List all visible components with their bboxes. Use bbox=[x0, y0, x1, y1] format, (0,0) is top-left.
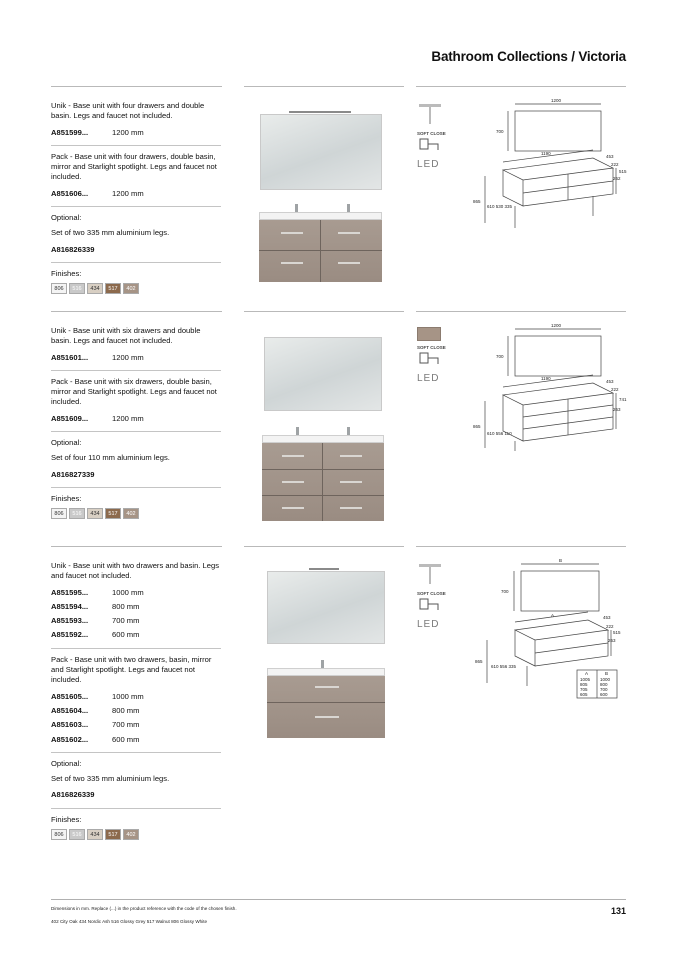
dim-label: 262 bbox=[613, 176, 621, 181]
product-code: A851599... bbox=[51, 127, 89, 137]
cabinet bbox=[262, 443, 384, 521]
spotlight bbox=[289, 111, 351, 113]
product-code: A851603... bbox=[51, 720, 89, 730]
dim-table-cell: 1005 bbox=[580, 677, 591, 682]
soft-close-label: SOFT CLOSE bbox=[417, 591, 446, 596]
finish-swatch: 434 bbox=[87, 508, 103, 519]
optional-code: A816826339 bbox=[51, 790, 95, 800]
dim-table-cell: 805 bbox=[580, 682, 588, 687]
code-row bbox=[51, 353, 221, 363]
product-size: 1000 mm bbox=[112, 691, 144, 701]
finish-swatch: 517 bbox=[105, 829, 121, 840]
dim-table-header: B bbox=[605, 671, 609, 676]
optional-description: Set of four 110 mm aluminium legs. bbox=[51, 453, 170, 463]
handle bbox=[315, 716, 339, 718]
divider bbox=[51, 431, 221, 432]
dim-table-header: A bbox=[585, 671, 589, 676]
dimension-diagram bbox=[463, 98, 628, 238]
dim-label: 700 bbox=[496, 354, 504, 359]
finish-swatches bbox=[51, 829, 221, 840]
basin bbox=[259, 212, 382, 220]
dim-table-cell: 605 bbox=[580, 692, 588, 697]
product-size: 1200 mm bbox=[112, 413, 144, 423]
dim-label: 741 bbox=[619, 397, 627, 402]
finish-swatch: 806 bbox=[51, 829, 67, 840]
dim-label: 1190 bbox=[541, 376, 551, 381]
dim-label: 1200 bbox=[551, 323, 562, 328]
optional-code: A816826339 bbox=[51, 244, 95, 254]
dim-table-cell: 705 bbox=[580, 687, 588, 692]
dim-label: B bbox=[559, 558, 563, 563]
footer-rule bbox=[51, 899, 626, 900]
section-rule bbox=[51, 311, 222, 312]
pack-description: Pack - Base unit with six drawers, double basin, mirror and Starlight spotlight. Legs and faucet not included. bbox=[51, 376, 217, 407]
product-code: A851595... bbox=[51, 587, 89, 597]
led-label: LED bbox=[417, 373, 440, 384]
page-number: 131 bbox=[610, 906, 626, 916]
dim-label: 263 bbox=[613, 407, 621, 412]
handle bbox=[338, 262, 360, 264]
mirror bbox=[264, 337, 382, 411]
dim-label: 515 bbox=[619, 169, 627, 174]
dim-label: 610 556 110 bbox=[487, 431, 512, 436]
finish-swatch: 517 bbox=[105, 508, 121, 519]
soft-close-icon bbox=[417, 136, 443, 154]
product-size: 700 mm bbox=[112, 616, 140, 626]
soft-close-label: SOFT CLOSE bbox=[417, 131, 446, 136]
code-row bbox=[51, 720, 221, 730]
unik-description: Unik - Base unit with two drawers and basin. Legs and faucet not included. bbox=[51, 561, 219, 581]
finish-swatches bbox=[51, 508, 221, 519]
basin bbox=[262, 435, 384, 443]
handle bbox=[282, 507, 304, 509]
drawer-line bbox=[322, 443, 323, 521]
dim-label: A bbox=[551, 613, 555, 618]
product-size: 1000 mm bbox=[112, 587, 144, 597]
finishes-label: Finishes: bbox=[51, 268, 82, 278]
product-info bbox=[51, 561, 221, 840]
finish-swatch: 806 bbox=[51, 283, 67, 294]
section-rule bbox=[416, 86, 626, 87]
divider bbox=[51, 752, 221, 753]
finish-swatch: 402 bbox=[123, 829, 139, 840]
finish-swatch: 516 bbox=[69, 829, 85, 840]
dim-label: 515 bbox=[613, 630, 621, 635]
dim-label: 865 bbox=[473, 199, 481, 204]
feature-icons bbox=[417, 327, 447, 384]
finish-swatch: 806 bbox=[51, 508, 67, 519]
spotlight-icon bbox=[417, 102, 443, 126]
product-code: A851601... bbox=[51, 352, 89, 362]
spotlight-icon bbox=[417, 562, 443, 586]
code-row bbox=[51, 602, 221, 612]
spotlight bbox=[309, 568, 339, 570]
dim-label: 865 bbox=[473, 424, 481, 429]
finish-swatch: 434 bbox=[87, 283, 103, 294]
handle bbox=[338, 232, 360, 234]
section-rule bbox=[416, 311, 626, 312]
optional-label: Optional: bbox=[51, 758, 82, 768]
feature-icons bbox=[417, 562, 447, 630]
optional-code: A816827339 bbox=[51, 469, 95, 479]
dim-label: 700 bbox=[501, 589, 509, 594]
mirror bbox=[267, 571, 385, 644]
product-photo bbox=[263, 568, 388, 753]
optional-label: Optional: bbox=[51, 438, 82, 448]
finish-swatch: 517 bbox=[105, 283, 121, 294]
finish-swatches bbox=[51, 283, 221, 294]
finishes-label: Finishes: bbox=[51, 814, 82, 824]
section-rule bbox=[416, 546, 626, 547]
dim-table-cell: 600 bbox=[600, 692, 608, 697]
code-row bbox=[51, 189, 221, 199]
product-photo bbox=[256, 108, 381, 283]
led-label: LED bbox=[417, 159, 440, 170]
code-row bbox=[51, 630, 221, 640]
dim-label: 1190 bbox=[541, 151, 551, 156]
product-size: 600 mm bbox=[112, 630, 140, 640]
dim-label: 453 bbox=[606, 379, 614, 384]
pack-description: Pack - Base unit with two drawers, basin, mirror and Starlight spotlight. Legs and faucet not included. bbox=[51, 654, 212, 685]
optional-label: Optional: bbox=[51, 213, 82, 223]
dim-label: 453 bbox=[603, 615, 611, 620]
section-rule bbox=[244, 311, 404, 312]
optional-description: Set of two 335 mm aluminium legs. bbox=[51, 774, 170, 784]
basin bbox=[267, 668, 385, 676]
dim-label: 1200 bbox=[551, 98, 562, 103]
product-size: 600 mm bbox=[112, 734, 140, 744]
divider bbox=[51, 487, 221, 488]
dim-table-cell: 700 bbox=[600, 687, 608, 692]
divider bbox=[51, 262, 221, 263]
optional-description: Set of two 335 mm aluminium legs. bbox=[51, 228, 170, 238]
section-rule bbox=[51, 86, 222, 87]
page-title: Bathroom Collections / Victoria bbox=[431, 49, 626, 64]
dim-table-cell: 800 bbox=[600, 682, 608, 687]
divider bbox=[51, 145, 221, 146]
dim-label: 453 bbox=[606, 154, 614, 159]
feature-icons bbox=[417, 102, 447, 170]
soft-close-icon bbox=[417, 596, 443, 614]
handle bbox=[315, 686, 339, 688]
handle bbox=[281, 232, 303, 234]
product-size: 1200 mm bbox=[112, 352, 144, 362]
handle bbox=[281, 262, 303, 264]
product-code: A851604... bbox=[51, 705, 89, 715]
code-row bbox=[51, 128, 221, 138]
finishes-label: Finishes: bbox=[51, 493, 82, 503]
section-rule bbox=[244, 546, 404, 547]
dimension-diagram bbox=[463, 558, 628, 708]
product-info bbox=[51, 326, 221, 519]
product-size: 700 mm bbox=[112, 720, 140, 730]
finish-swatch: 402 bbox=[123, 283, 139, 294]
product-code: A851593... bbox=[51, 616, 89, 626]
cabinet-thumb-icon bbox=[417, 327, 441, 341]
product-code: A851609... bbox=[51, 413, 89, 423]
dim-label: 222 bbox=[611, 162, 619, 167]
pack-description: Pack - Base unit with four drawers, double basin, mirror and Starlight spotlight. Legs and faucet not included. bbox=[51, 151, 217, 182]
handle bbox=[282, 455, 304, 457]
footer-note: Dimensions in mm. Replace (...) in the product reference with the code of the chosen finish. bbox=[51, 906, 237, 911]
code-row bbox=[51, 616, 221, 626]
product-size: 1200 mm bbox=[112, 127, 144, 137]
finish-swatch: 434 bbox=[87, 829, 103, 840]
dimension-diagram bbox=[463, 323, 628, 463]
dim-label: 263 bbox=[608, 638, 616, 643]
section-rule bbox=[51, 546, 222, 547]
divider bbox=[51, 808, 221, 809]
handle bbox=[340, 507, 362, 509]
divider bbox=[51, 206, 221, 207]
product-info bbox=[51, 101, 221, 294]
product-size: 800 mm bbox=[112, 601, 140, 611]
mirror bbox=[260, 114, 382, 190]
unik-description: Unik - Base unit with four drawers and double basin. Legs and faucet not included. bbox=[51, 101, 205, 121]
handle bbox=[340, 481, 362, 483]
product-code: A851594... bbox=[51, 601, 89, 611]
product-code: A851602... bbox=[51, 734, 89, 744]
handle bbox=[340, 455, 362, 457]
handle bbox=[282, 481, 304, 483]
product-code: A851592... bbox=[51, 630, 89, 640]
led-label: LED bbox=[417, 619, 440, 630]
code-row bbox=[51, 414, 221, 424]
dim-label: 610 556 335 bbox=[491, 664, 517, 669]
product-code: A851605... bbox=[51, 691, 89, 701]
drawer-line bbox=[320, 220, 321, 282]
product-photo bbox=[256, 335, 381, 520]
unik-description: Unik - Base unit with six drawers and double basin. Legs and faucet not included. bbox=[51, 326, 201, 346]
drawer-line bbox=[262, 469, 384, 470]
dim-label: 700 bbox=[496, 129, 504, 134]
section-rule bbox=[244, 86, 404, 87]
drawer-line bbox=[267, 702, 385, 703]
soft-close-label: SOFT CLOSE bbox=[417, 345, 446, 350]
product-code: A851606... bbox=[51, 188, 89, 198]
code-row bbox=[51, 588, 221, 598]
code-row bbox=[51, 692, 221, 702]
dim-table-cell: 1000 bbox=[600, 677, 611, 682]
code-row bbox=[51, 735, 221, 745]
finish-swatch: 402 bbox=[123, 508, 139, 519]
soft-close-icon bbox=[417, 350, 443, 368]
footer-finish-legend: 402 City Oak 434 Nordic Ash 516 Glossy Grey 517 Walnut 806 Glossy White bbox=[51, 919, 208, 924]
dim-label: 222 bbox=[611, 387, 619, 392]
divider bbox=[51, 370, 221, 371]
dim-label: 865 bbox=[475, 659, 483, 664]
product-size: 1200 mm bbox=[112, 188, 144, 198]
dim-label: 222 bbox=[606, 624, 614, 629]
finish-swatch: 516 bbox=[69, 283, 85, 294]
code-row bbox=[51, 706, 221, 716]
divider bbox=[51, 648, 221, 649]
drawer-line bbox=[262, 495, 384, 496]
finish-swatch: 516 bbox=[69, 508, 85, 519]
product-size: 800 mm bbox=[112, 705, 140, 715]
dim-label: 610 530 335 bbox=[487, 204, 513, 209]
